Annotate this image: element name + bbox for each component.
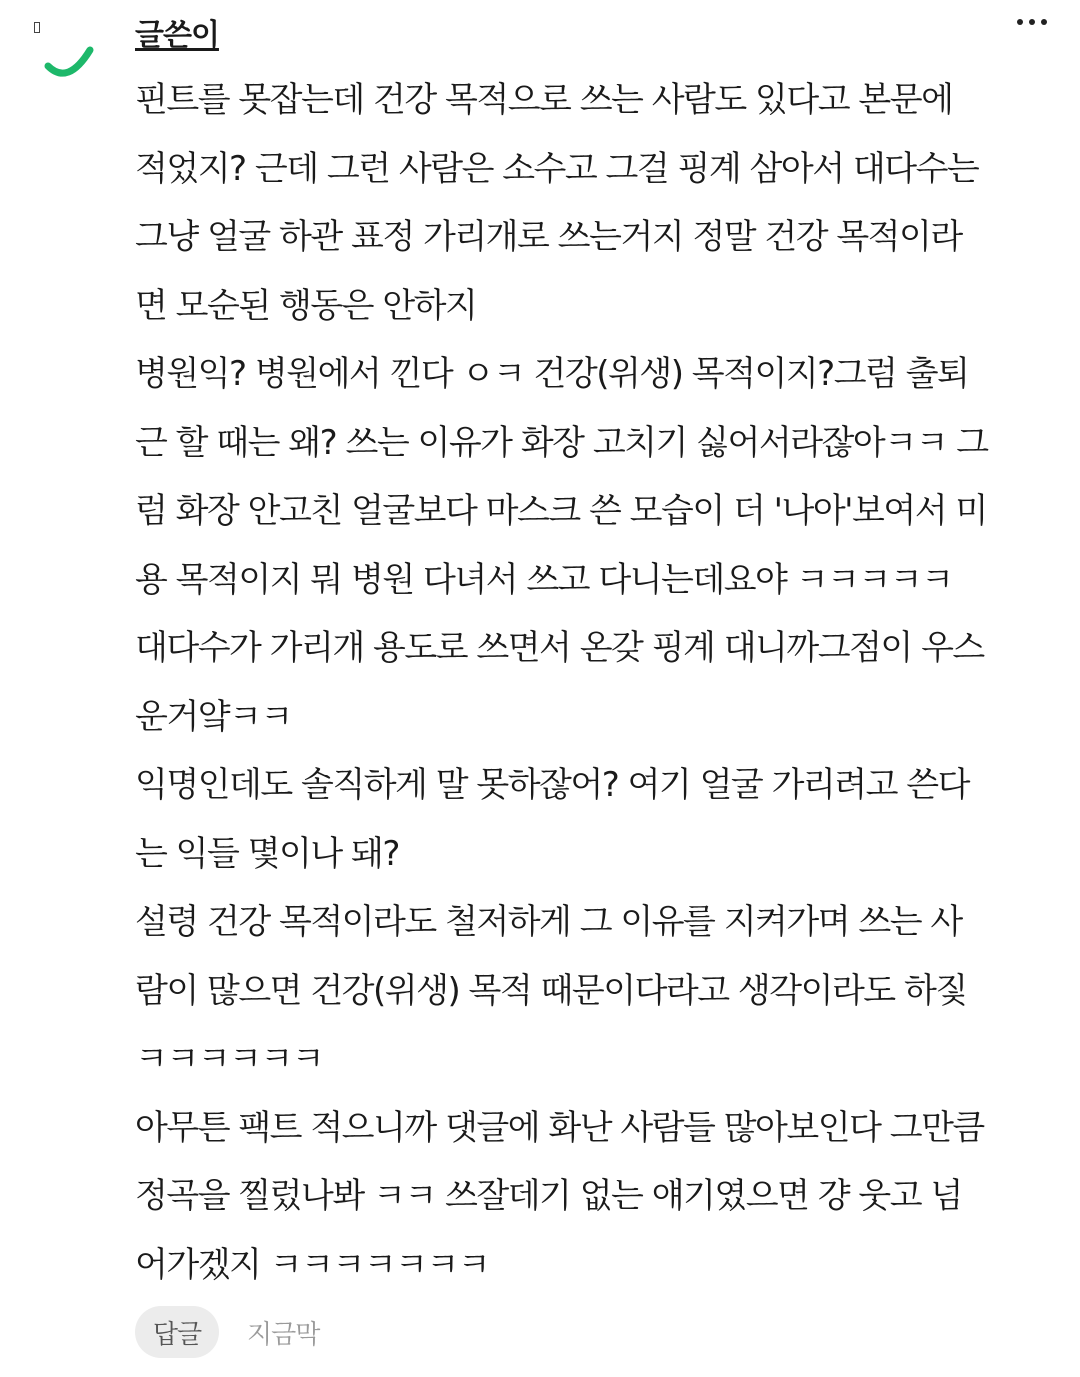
- comment-line: 대다수가 가리개 용도로 쓰면서 온갖 핑계 대니까그점이 우스: [135, 628, 984, 668]
- green-arc-icon: [28, 16, 108, 96]
- avatar[interactable]: [28, 16, 108, 96]
- comment-line: ㅋㅋㅋㅋㅋㅋ: [135, 1039, 324, 1079]
- comment-line: 는 익들 몇이나 돼?: [135, 833, 399, 874]
- comment-line: 핀트를 못잡는데 건강 목적으로 쓰는 사람도 있다고 본문에: [135, 80, 953, 120]
- more-dots-icon: [1017, 19, 1047, 25]
- comment-footer: [135, 1306, 319, 1358]
- comment-body: [135, 66, 1060, 1299]
- comment-line: 면 모순된 행동은 안하지: [135, 285, 477, 326]
- comment-line: 용 목적이지 뭐 병원 다녀서 쓰고 다니는데요야 ㅋㅋㅋㅋㅋ: [135, 559, 953, 600]
- reply-button[interactable]: 답글: [135, 1306, 219, 1358]
- comment-line: 익명인데도 솔직하게 말 못하잖어? 여기 얼굴 가리려고 쓴다: [135, 765, 969, 805]
- comment-line: 그냥 얼굴 하관 표정 가리개로 쓰는거지 정말 건강 목적이라: [135, 217, 962, 257]
- comment-line: 럼 화장 안고친 얼굴보다 마스크 쓴 모습이 더 '나아'보여서 미: [135, 491, 987, 531]
- comment-line: 아무튼 팩트 적으니까 댓글에 화난 사람들 많아보인다 그만큼: [135, 1107, 984, 1148]
- comment-line: 적었지? 근데 그런 사람은 소수고 그걸 핑계 삼아서 대다수는: [135, 148, 979, 189]
- comment-line: 근 할 때는 왜? 쓰는 이유가 화장 고치기 싫어서라잖아ㅋㅋ 그: [135, 422, 988, 463]
- comment-line: 병원익? 병원에서 낀다 ㅇㅋ 건강(위생) 목적이지?그럼 출퇴: [135, 354, 969, 394]
- timestamp: 지금막: [247, 1319, 320, 1350]
- image-placeholder-icon: [34, 22, 40, 33]
- comment-line: 람이 많으면 건강(위생) 목적 때문이다라고 생각이라도 하짗: [135, 970, 967, 1011]
- comment-line: 설령 건강 목적이라도 철저하게 그 이유를 지켜가며 쓰는 사: [135, 902, 962, 942]
- comment-line: 정곡을 찔렀나봐 ㅋㅋ 쓰잘데기 없는 얘기였으면 걍 웃고 넘: [135, 1176, 962, 1216]
- more-options-button[interactable]: [1010, 8, 1054, 36]
- author-name[interactable]: 글쓴이: [135, 18, 219, 53]
- comment-line: 운거얔ㅋㅋ: [135, 696, 292, 737]
- comment-line: 어가겠지 ㅋㅋㅋㅋㅋㅋㅋ: [135, 1244, 490, 1285]
